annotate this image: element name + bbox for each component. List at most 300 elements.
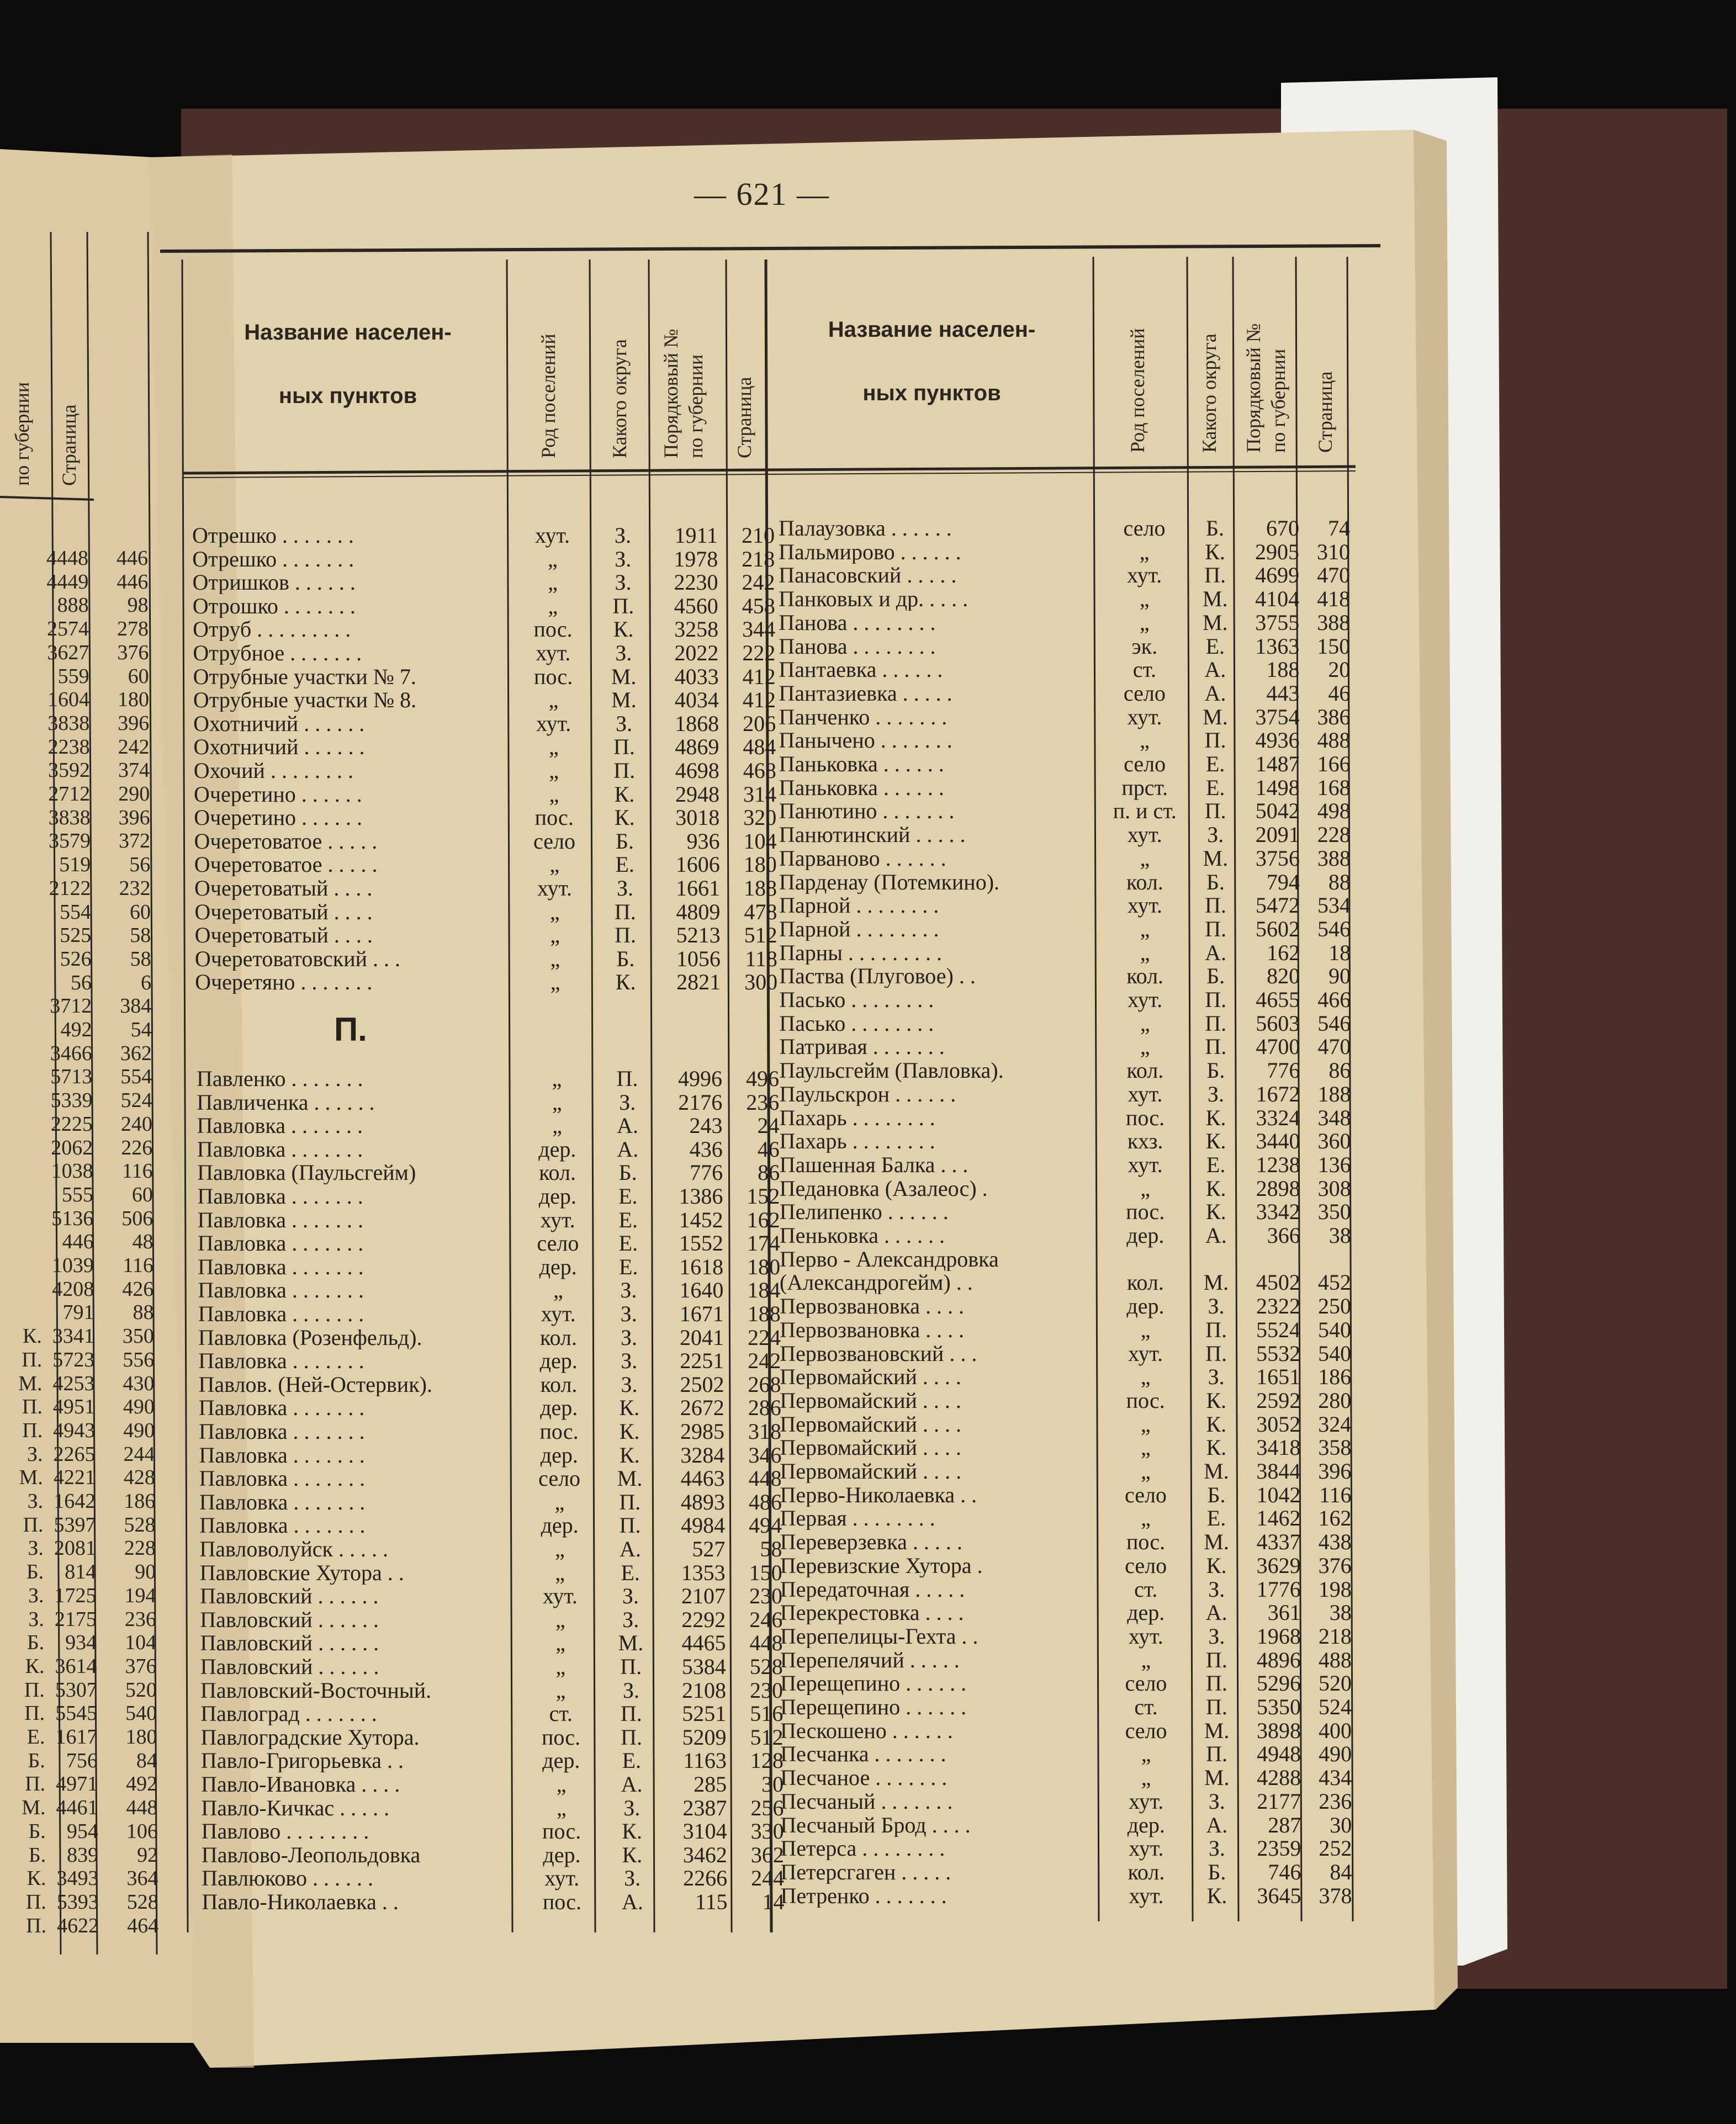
cell-type: „ (548, 593, 558, 618)
cell-type: „ (549, 734, 559, 760)
cell-name: Первозвановский . . . (780, 1341, 977, 1365)
fragment-row (9, 1749, 175, 1773)
cell-page: 512 (744, 923, 777, 948)
cell-name: Пахарь . . . . . . . . (779, 1129, 935, 1153)
table-row (200, 1561, 807, 1585)
cell-num: 3052 (1256, 1411, 1301, 1437)
cell-page: 534 (1317, 893, 1351, 918)
cell-name: Очеретоватое . . . . . (194, 829, 378, 853)
table-row (779, 611, 1386, 634)
cell-page: 46 (1328, 680, 1351, 706)
cell-page: 540 (1318, 1317, 1352, 1342)
fragment-row (3, 901, 168, 924)
fragment-row (4, 1089, 170, 1113)
fragment-cell-num: 446 (62, 1230, 94, 1254)
cell-type: село (1125, 1553, 1167, 1578)
cell-name: Панютинский . . . . . (779, 823, 966, 847)
table-row (780, 1860, 1388, 1884)
fragment-cell-num: 5397 (54, 1513, 96, 1537)
cell-type: „ (1139, 610, 1150, 635)
cell-page: 466 (1317, 987, 1351, 1012)
cell-num: 4463 (680, 1466, 725, 1491)
cell-name: Первая . . . . . . . . (780, 1506, 935, 1530)
fragment-cell-num: 1039 (51, 1254, 94, 1277)
cell-okr: П. (615, 923, 637, 948)
fragment-cell-page: 6 (140, 971, 151, 994)
cell-type: „ (1140, 1364, 1151, 1390)
cell-num: 285 (694, 1772, 727, 1797)
table-row (780, 1766, 1388, 1789)
cell-okr: З. (1207, 822, 1224, 848)
fragment-row (10, 1890, 176, 1914)
cell-name: Павловский . . . . . . (200, 1607, 379, 1632)
cell-num: 3755 (1255, 610, 1300, 635)
cell-type: „ (555, 1677, 566, 1703)
cell-page: 468 (743, 758, 776, 783)
cell-name: Пантазиевка . . . . . (779, 681, 952, 705)
fragment-cell-page: 364 (126, 1867, 158, 1890)
cell-num: 5602 (1256, 916, 1300, 941)
cell-type: пос. (539, 1419, 579, 1444)
cell-page: 90 (1329, 963, 1351, 989)
cell-page: 470 (1317, 563, 1351, 588)
cell-name: Павловка . . . . . . . (199, 1466, 366, 1491)
cell-okr: З. (615, 546, 632, 571)
table-row (780, 1223, 1387, 1247)
table-row (780, 1412, 1387, 1436)
cell-okr: М. (1204, 1765, 1230, 1791)
cell-page: 280 (1318, 1387, 1352, 1413)
fragment-cell-page: 60 (128, 664, 149, 688)
cell-name: Отрешко . . . . . . . (192, 523, 354, 547)
cell-okr: П. (1206, 1741, 1228, 1767)
cell-okr: А. (1205, 1223, 1227, 1248)
table-row (780, 1577, 1388, 1601)
fragment-row (3, 971, 169, 995)
cell-type: „ (555, 1654, 566, 1679)
fragment-cell-page: 446 (117, 547, 148, 570)
cell-num: 5350 (1257, 1694, 1301, 1719)
cell-num: 2322 (1256, 1294, 1300, 1319)
fragment-row (10, 1844, 176, 1867)
table-row (194, 876, 802, 900)
cell-type: кол. (1126, 1058, 1164, 1083)
fragment-cell-page: 376 (117, 640, 149, 664)
cell-okr: М. (1202, 586, 1228, 612)
fragment-row (4, 1113, 170, 1136)
cell-num: 5213 (676, 923, 721, 948)
cell-type: „ (555, 1537, 565, 1561)
fragment-cell-page: 448 (126, 1796, 158, 1820)
fragment-cell-num: 4221 (53, 1466, 96, 1490)
fragment-cell-num: 2062 (51, 1136, 93, 1159)
cell-page: 198 (1318, 1576, 1352, 1602)
cell-num: 4809 (676, 899, 721, 924)
fragment-cell-num: 954 (66, 1819, 98, 1843)
table-row (780, 1789, 1388, 1813)
cell-name: Паульскрон . . . . . . (779, 1082, 956, 1106)
fragment-row (1, 594, 166, 617)
table-row (197, 1067, 804, 1090)
cell-name: Первомайский . . . . (780, 1412, 961, 1436)
table-row (779, 799, 1386, 823)
table-row (199, 1396, 806, 1419)
fragment-cell-okr: Б. (26, 1560, 44, 1584)
fragment-cell-num: 554 (59, 900, 91, 924)
fragment-cell-okr: П. (25, 1890, 46, 1914)
cell-page: 358 (1318, 1435, 1352, 1460)
cell-type: пос. (1126, 1199, 1165, 1225)
cell-num: 1487 (1255, 751, 1300, 776)
table-row (780, 1129, 1387, 1153)
cell-name: Песчаный . . . . . . . (780, 1789, 953, 1813)
cell-type: „ (553, 1278, 563, 1303)
cell-num: 3844 (1256, 1459, 1301, 1484)
fragment-cell-page: 362 (120, 1041, 152, 1065)
cell-okr: П. (616, 1066, 638, 1091)
cell-num: 4560 (674, 593, 718, 618)
fragment-cell-page: 554 (120, 1065, 152, 1089)
cell-name: Очеретоватый . . . . (194, 923, 373, 947)
cell-type: хут. (1127, 893, 1162, 918)
table-row (779, 988, 1386, 1011)
cell-type: хут. (544, 1866, 580, 1891)
table-row (199, 1419, 806, 1443)
table-row (201, 1796, 808, 1820)
cell-okr: П. (614, 899, 636, 924)
fragment-cell-page: 116 (121, 1159, 153, 1183)
cell-page: 300 (744, 970, 778, 995)
cell-okr: М. (1204, 1529, 1229, 1555)
cell-name: Охотничий . . . . . . (193, 711, 365, 735)
cell-num: 4699 (1255, 563, 1300, 588)
table-row (193, 688, 801, 712)
fragment-cell-num: 2225 (50, 1112, 93, 1136)
cell-okr: Е. (621, 1560, 640, 1585)
cell-num: 1498 (1255, 775, 1300, 800)
cell-num: 2251 (680, 1348, 724, 1374)
fragment-row (2, 806, 168, 830)
cell-okr: А. (621, 1889, 643, 1914)
fragment-cell-okr: К. (27, 1867, 46, 1890)
header-district-right: Какого округа (1198, 333, 1220, 453)
cell-num: 1978 (674, 546, 718, 571)
cell-type: „ (1140, 940, 1150, 965)
table-row (780, 1318, 1387, 1342)
cell-num: 3645 (1257, 1883, 1301, 1908)
fragment-cell-page: 180 (117, 688, 149, 712)
fragment-row (6, 1348, 172, 1372)
cell-page: 488 (1317, 728, 1351, 753)
fragment-cell-page: 556 (123, 1348, 155, 1371)
table-row (193, 594, 800, 618)
cell-page: 396 (1318, 1459, 1352, 1484)
cell-type: „ (548, 570, 558, 595)
cell-page: 38 (1329, 1600, 1352, 1625)
cell-okr: З. (1208, 1788, 1225, 1814)
cell-type: хут. (537, 876, 573, 901)
fragment-row (6, 1254, 171, 1278)
cell-type: „ (555, 1630, 565, 1656)
cell-okr: Е. (618, 1184, 638, 1209)
header-name-line2-right: ных пунктов (862, 381, 1001, 405)
table-row (780, 1200, 1387, 1223)
cell-name: Переверзевка . . . . . (780, 1530, 962, 1554)
fragment-cell-okr: П. (22, 1348, 43, 1371)
table-row (194, 852, 802, 876)
table-row (779, 1035, 1386, 1058)
cell-num: 820 (1267, 963, 1300, 989)
cell-type: „ (1141, 1506, 1151, 1531)
cell-okr: З. (623, 1795, 641, 1820)
cell-page: 184 (747, 1278, 781, 1303)
cell-type: „ (1140, 845, 1150, 871)
cell-type: село (1124, 751, 1166, 776)
table-row (200, 1608, 807, 1632)
cell-okr: Б. (616, 828, 634, 854)
cell-name: Панычено . . . . . . . (779, 728, 952, 753)
table-row (200, 1702, 808, 1725)
cell-page: 412 (742, 687, 776, 713)
cell-page: 24 (757, 1113, 780, 1138)
cell-num: 1911 (674, 523, 718, 548)
table-row (198, 1208, 805, 1232)
cell-page: 488 (1318, 1647, 1352, 1672)
header-serial-1-right: Порядковый № (1242, 323, 1264, 453)
fragment-cell-num: 4971 (56, 1772, 98, 1796)
table-row (199, 1466, 807, 1490)
cell-okr: З. (619, 1089, 636, 1115)
cell-type: дер. (538, 1136, 576, 1162)
table-row (193, 712, 801, 735)
table-row (779, 563, 1386, 587)
cell-okr: З. (622, 1677, 640, 1703)
cell-okr: П. (1204, 563, 1226, 588)
table-row (780, 1813, 1388, 1837)
cell-page: 152 (747, 1184, 780, 1209)
cell-okr: К. (622, 1819, 642, 1844)
cell-name: Пелипенко . . . . . . (779, 1200, 949, 1224)
fragment-cell-page: 240 (120, 1112, 152, 1136)
header-page: Страница (733, 377, 755, 458)
cell-type: ст. (549, 1701, 573, 1726)
table-row (199, 1513, 807, 1537)
cell-type: „ (555, 1560, 565, 1585)
fragment-cell-okr: Е. (27, 1725, 45, 1749)
cell-name: Павловка . . . . . . . (197, 1207, 364, 1232)
cell-okr: К. (1206, 1553, 1227, 1578)
fragment-cell-num: 2238 (47, 735, 90, 759)
cell-name: Пескошено . . . . . . (780, 1718, 953, 1742)
fragment-cell-okr: З. (27, 1442, 43, 1466)
cell-name: Павловка . . . . . . . (199, 1490, 366, 1514)
cell-name: Павло-Кичкас . . . . . (201, 1795, 390, 1820)
cell-page: 448 (748, 1466, 782, 1491)
cell-okr: М. (1203, 845, 1229, 871)
table-row (779, 587, 1386, 611)
cell-name: Петерсгаген . . . . . (780, 1860, 951, 1884)
cell-okr: К. (1205, 1129, 1226, 1154)
cell-page: 286 (748, 1395, 781, 1421)
cell-page: 162 (747, 1207, 780, 1232)
cell-type: дер. (1126, 1294, 1165, 1319)
cell-okr: З. (624, 1866, 641, 1891)
cell-okr: М. (611, 664, 637, 689)
cell-page: 434 (1319, 1765, 1352, 1791)
cell-num: 746 (1268, 1859, 1301, 1884)
table-row (779, 823, 1386, 846)
cell-okr: Б. (616, 946, 635, 971)
cell-num: 2821 (676, 970, 721, 995)
cell-type: хут. (540, 1207, 575, 1232)
cell-okr: К. (1206, 1883, 1227, 1908)
cell-page: 224 (747, 1325, 781, 1350)
cell-okr: П. (1205, 1671, 1227, 1696)
cell-page: 362 (750, 1842, 784, 1867)
cell-num: 776 (1267, 1058, 1300, 1083)
cell-num: 3324 (1256, 1105, 1300, 1130)
cell-page: 360 (1317, 1129, 1351, 1154)
fragment-row (2, 829, 168, 853)
cell-name: Павло-Николаевка . . (202, 1890, 399, 1914)
fragment-cell-page: 180 (125, 1725, 157, 1749)
cell-type: „ (550, 946, 560, 971)
cell-name: Парденау (Потемкино). (779, 870, 1000, 894)
cell-name: Павлюково . . . . . . (202, 1866, 374, 1890)
cell-num: 3440 (1256, 1129, 1300, 1154)
cell-page: 162 (1318, 1506, 1352, 1531)
cell-type: пос. (1126, 1387, 1165, 1413)
cell-okr: М. (617, 1466, 643, 1491)
fragment-cell-page: 84 (136, 1749, 157, 1772)
cell-name: Очеретяно . . . . . . . (195, 970, 373, 994)
cell-okr: Б. (1208, 1859, 1226, 1884)
fragment-row (1, 688, 167, 712)
fragment-cell-num: 56 (70, 971, 92, 994)
fragment-row (7, 1490, 173, 1513)
fragment-row (4, 1018, 170, 1042)
cell-num: 2905 (1255, 539, 1300, 564)
fragment-cell-num: 559 (57, 664, 89, 688)
cell-okr: А. (621, 1772, 643, 1797)
fragment-cell-page: 396 (118, 806, 150, 829)
cell-num: 5532 (1256, 1341, 1301, 1366)
fragment-row (0, 547, 166, 570)
fragment-cell-num: 934 (65, 1631, 97, 1655)
fragment-cell-okr: П. (22, 1418, 43, 1442)
cell-type: „ (1139, 586, 1150, 612)
cell-num: 2091 (1255, 822, 1300, 848)
fragment-row (7, 1395, 172, 1419)
cell-name: Павловка . . . . . . . (199, 1419, 365, 1443)
cell-type: село (538, 1466, 581, 1491)
cell-num: 4936 (1255, 728, 1300, 753)
cell-num: 162 (1267, 940, 1300, 965)
fragment-cell-num: 4622 (57, 1914, 99, 1937)
cell-page: 242 (748, 1348, 781, 1374)
cell-page: 228 (1317, 822, 1351, 848)
cell-name: Отрубные участки № 7. (193, 664, 416, 688)
table-row (201, 1772, 808, 1796)
table-row (197, 1090, 804, 1114)
table-row (780, 1389, 1387, 1412)
cell-page: 496 (746, 1066, 779, 1091)
cell-name: Парной . . . . . . . . (779, 893, 939, 918)
table-row (779, 941, 1386, 965)
cell-type: хут. (1128, 1081, 1163, 1106)
cell-page: 412 (742, 664, 776, 689)
cell-page: 242 (742, 570, 775, 595)
header-name-line1-right: Название населен- (828, 317, 1036, 342)
cell-okr: Е. (1206, 1506, 1226, 1531)
table-row (779, 917, 1386, 941)
cell-page: 458 (742, 593, 775, 618)
table-row (194, 782, 801, 806)
cell-page: 14 (762, 1889, 785, 1914)
table-row (202, 1819, 809, 1843)
cell-num: 776 (690, 1160, 723, 1185)
fragment-cell-num: 756 (66, 1749, 98, 1772)
cell-name: Петренко . . . . . . . (780, 1883, 947, 1908)
table-row (198, 1302, 806, 1326)
cell-type: „ (552, 1089, 562, 1115)
cell-type: кол. (1126, 1270, 1164, 1295)
fragment-cell-okr: Б. (28, 1749, 45, 1772)
cell-num: 3018 (675, 805, 720, 830)
fragment-cell-num: 4461 (56, 1796, 98, 1820)
cell-page: 388 (1317, 610, 1351, 635)
cell-num: 4337 (1256, 1529, 1301, 1555)
cell-page: 546 (1317, 1010, 1351, 1036)
cell-name: Павловский . . . . . . (200, 1655, 379, 1678)
cell-type: село (1125, 1671, 1167, 1696)
cell-num: 1606 (675, 852, 720, 877)
fragment-row (7, 1372, 172, 1396)
cell-num: 5251 (682, 1701, 727, 1726)
left-fragment-header-page: Страница (58, 404, 80, 486)
cell-page: 318 (748, 1419, 782, 1444)
cell-name: Павловка (Розенфельд). (198, 1325, 422, 1349)
cell-page: 520 (1318, 1671, 1352, 1696)
cell-num: 443 (1266, 680, 1300, 706)
cell-name: Павлов. (Ней-Остервик). (198, 1372, 432, 1396)
cell-name: Очеретоватый . . . . (194, 876, 373, 900)
fragment-cell-page: 58 (130, 924, 151, 947)
fragment-row (10, 1867, 176, 1890)
cell-num: 4700 (1256, 1034, 1300, 1060)
fragment-cell-page: 490 (123, 1395, 155, 1419)
cell-type: хут. (1128, 1623, 1163, 1649)
table-row (780, 1506, 1388, 1530)
cell-page: 88 (1328, 869, 1351, 894)
cell-page: 478 (744, 899, 777, 924)
cell-okr: П. (1205, 1341, 1227, 1366)
fragment-row (5, 1183, 171, 1207)
cell-okr: Б. (618, 1160, 637, 1185)
fragment-row (3, 994, 169, 1018)
cell-okr: П. (620, 1701, 642, 1726)
fragment-cell-page: 236 (124, 1607, 156, 1631)
table-row (192, 523, 800, 547)
cell-num: 1452 (679, 1207, 723, 1232)
cell-num: 2022 (674, 640, 719, 665)
cell-type: пос. (533, 617, 573, 642)
cell-type: дер. (538, 1184, 576, 1209)
cell-num: 3898 (1257, 1718, 1301, 1743)
cell-type: ст. (1134, 1576, 1158, 1602)
table-row (200, 1631, 807, 1655)
cell-name: Панасовский . . . . . (779, 563, 957, 587)
